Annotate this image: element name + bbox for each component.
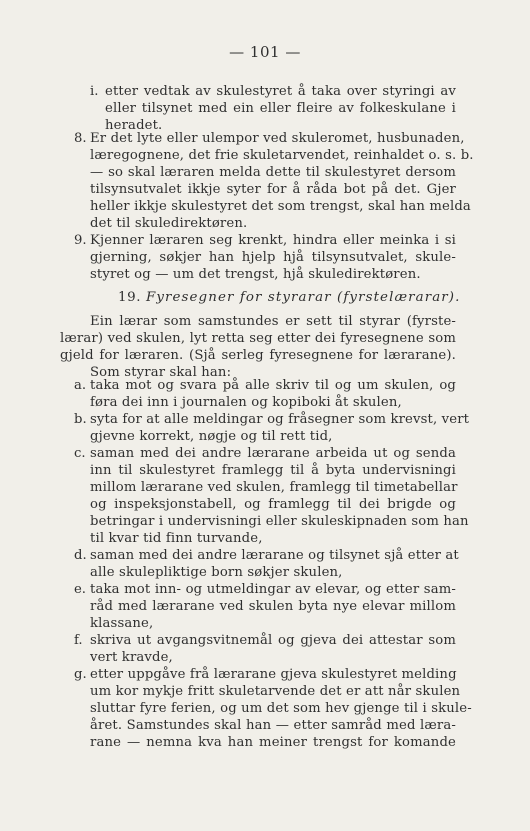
duty-marker-e: e. [74,582,86,597]
item-marker-i: i. [90,84,99,99]
item-8-line-4: tilsynsutvalet ikkje syter for å råda bot på det. Gjer [90,182,456,197]
duty-e-line-2: råd med lærarane ved skulen byta nye elevar millom [90,599,456,614]
duty-marker-a: a. [74,378,87,393]
duty-f-line-1: skriva ut avgangsvitnemål og gjeva dei attestar som [90,633,456,648]
item-8-line-1: Er det lyte eller ulempor ved skuleromet, husbunaden, [90,131,465,146]
item-i-line-1: etter vedtak av skulestyret å taka over styringi av [105,84,456,99]
duty-c-line-6: til kvar tid finn turvande, [90,531,263,546]
duty-e-line-1: taka mot inn- og utmeldingar av elevar, og etter sam- [90,582,456,597]
duty-c-line-3: millom lærarane ved skulen, framlegg til timetabellar [90,480,458,495]
duty-marker-d: d. [74,548,87,563]
duty-marker-g: g. [74,667,87,682]
item-9-line-2: gjerning, søkjer han hjelp hjå tilsynsutvalet, skule- [90,250,456,265]
duty-c-line-1: saman med dei andre lærarane arbeida ut og senda [90,446,456,461]
duty-d-line-1: saman med dei andre lærarane og tilsynet sjå etter at [90,548,459,563]
duty-a-line-2: føra dei inn i journalen og kopiboki åt skulen, [90,395,402,410]
item-8-line-5: heller ikkje skulestyret det som trengst, skal han melda [90,199,471,214]
duty-marker-c: c. [74,446,86,461]
item-8-line-3: — so skal læraren melda dette til skulestyret dersom [90,165,456,180]
duty-b-line-2: gjevne korrekt, nøgje og til rett tid, [90,429,333,444]
duty-g-line-4: året. Samstundes skal han — etter samråd med lærа- [90,718,456,733]
item-i-line-3: heradet. [105,118,163,133]
duty-marker-b: b. [74,412,87,427]
section-number: 19. [118,290,142,305]
duty-e-line-3: klassane, [90,616,154,631]
duty-g-line-1: etter uppgåve frå lærarane gjeva skulestyret melding [90,667,457,682]
item-marker-8: 8. [74,131,87,146]
intro-line-3: gjeld for læraren. (Sjå serleg fyresegnene for lærarane). [60,348,456,363]
duty-g-line-2: um kor mykje fritt skuletarvende det er att når skulen [90,684,461,699]
duty-a-line-1: taka mot og svara på alle skriv til og um skulen, og [90,378,456,393]
item-8-line-6: det til skuledirektøren. [90,216,248,231]
item-9-line-1: Kjenner læraren seg krenkt, hindra eller meinka i si [90,233,456,248]
duty-d-line-2: alle skulepliktige born søkjer skulen, [90,565,343,580]
intro-line-2: lærar) ved skulen, lyt retta seg etter dei fyresegnene som [60,331,456,346]
section-heading [118,289,461,306]
item-8-line-2: læregognene, det frie skuletarvendet, reinhaldet o. s. b. [90,148,474,163]
duty-f-line-2: vert kravde, [90,650,173,665]
duty-g-line-3: sluttar fyre ferien, og um det som hev gjenge til i skule- [90,701,472,716]
duty-c-line-5: betringar i undervisningi eller skuleskipnaden som han [90,514,469,529]
duty-c-line-4: og inspeksjonstabell, og framlegg til dei brigde og [90,497,456,512]
duty-marker-f: f. [74,633,83,648]
item-i-line-2: eller tilsynet med ein eller fleire av folkeskulane i [105,101,456,116]
intro-line-1: Ein lærar som samstundes er sett til styrar (fyrste- [90,314,456,329]
item-9-line-3: styret og — um det trengst, hjå skuledirektøren. [90,267,421,282]
section-title: Fyresegner for styrarar (fyrstelærarar). [145,290,461,305]
duty-g-line-5: rane — nemna kva han meiner trengst for komande [90,735,456,750]
duty-b-line-1: syta for at alle meldingar og fråsegner som krevst, vert [90,412,470,427]
item-marker-9: 9. [74,233,87,248]
page-number: — 101 — [229,43,301,61]
intro-line-4: Som styrar skal han: [90,365,232,380]
duty-c-line-2: inn til skulestyret framlegg til å byta undervisningi [90,463,456,478]
